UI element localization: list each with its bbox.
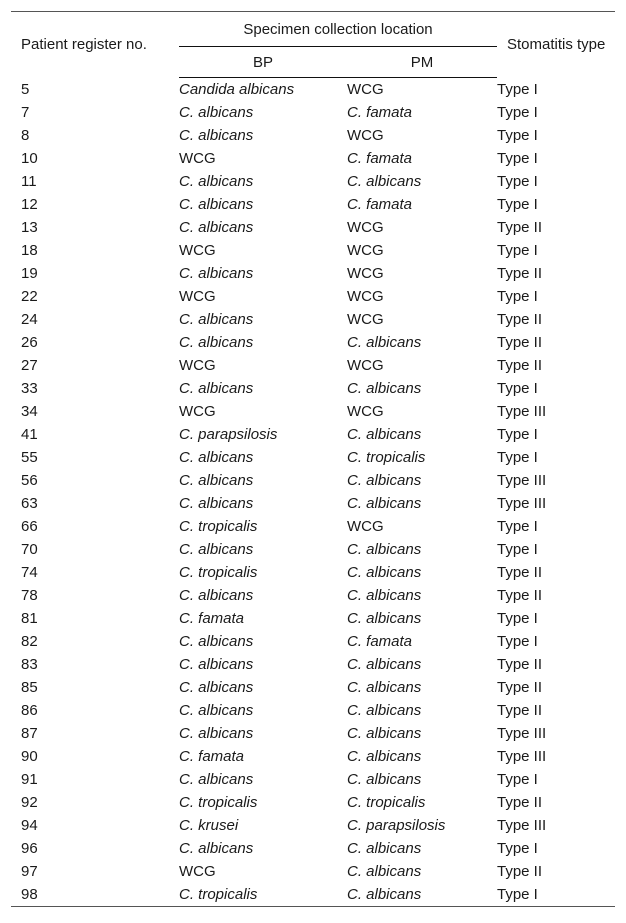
header-stomatitis-type: Stomatitis type xyxy=(507,36,606,54)
table-row xyxy=(11,377,615,400)
cell-patient-no: 97 xyxy=(21,863,38,880)
cell-stomatitis-type: Type III xyxy=(497,725,547,742)
cell-bp: C. tropicalis xyxy=(179,883,347,907)
table-row xyxy=(11,308,615,331)
table-row xyxy=(11,193,615,216)
cell-bp: C. famata xyxy=(179,610,245,627)
header-bp: BP xyxy=(179,47,347,78)
cell-patient-no: 82 xyxy=(21,633,38,650)
stomatitis-table xyxy=(11,11,615,907)
table-row xyxy=(11,285,615,308)
table-row xyxy=(11,883,615,907)
cell-stomatitis-type: Type I xyxy=(497,541,538,558)
cell-pm: WCG xyxy=(347,219,384,236)
cell-pm: WCG xyxy=(347,288,384,305)
table-row xyxy=(11,837,615,860)
cell-bp: C. albicans xyxy=(179,127,254,144)
cell-stomatitis-type: Type I xyxy=(497,288,538,305)
cell-stomatitis-type: Type I xyxy=(497,380,538,397)
cell-bp: C. albicans xyxy=(179,771,254,788)
table-row xyxy=(11,423,615,446)
cell-patient-no: 81 xyxy=(21,610,38,627)
cell-bp: WCG xyxy=(179,357,216,374)
cell-pm: C. parapsilosis xyxy=(347,817,446,834)
cell-patient-no: 22 xyxy=(21,288,38,305)
cell-pm: WCG xyxy=(347,242,384,259)
cell-pm: C. albicans xyxy=(347,334,422,351)
table-header xyxy=(11,12,615,78)
cell-bp: C. albicans xyxy=(179,380,254,397)
table-row xyxy=(11,653,615,676)
header-specimen-location xyxy=(179,12,497,47)
cell-patient-no: 92 xyxy=(21,794,38,811)
cell-bp: C. albicans xyxy=(179,495,254,512)
cell-patient-no: 33 xyxy=(21,380,38,397)
cell-pm: WCG xyxy=(347,81,384,98)
cell-patient-no: 26 xyxy=(21,334,38,351)
cell-stomatitis-type: Type I xyxy=(497,840,538,857)
table-row xyxy=(11,446,615,469)
cell-stomatitis-type: Type III xyxy=(497,495,547,512)
cell-patient-no: 96 xyxy=(21,840,38,857)
table-row xyxy=(11,745,615,768)
table-row xyxy=(11,630,615,653)
cell-patient-no: 10 xyxy=(21,150,38,167)
cell-patient-no: 86 xyxy=(21,702,38,719)
table-row xyxy=(11,515,615,538)
cell-patient-no: 66 xyxy=(21,518,38,535)
cell-pm: WCG xyxy=(347,127,384,144)
cell-stomatitis-type: Type I xyxy=(497,771,538,788)
table-row xyxy=(11,538,615,561)
cell-stomatitis-type: Type I xyxy=(497,196,538,213)
cell-stomatitis-type: Type I xyxy=(497,883,615,907)
cell-patient-no: 34 xyxy=(21,403,38,420)
cell-pm: C. famata xyxy=(347,633,413,650)
cell-stomatitis-type: Type II xyxy=(497,219,543,236)
cell-patient-no: 63 xyxy=(21,495,38,512)
table-row xyxy=(11,469,615,492)
cell-bp: WCG xyxy=(179,863,216,880)
table-row xyxy=(11,262,615,285)
table-row xyxy=(11,584,615,607)
cell-pm: C. albicans xyxy=(347,679,422,696)
cell-patient-no: 94 xyxy=(21,817,38,834)
cell-bp: C. albicans xyxy=(179,311,254,328)
cell-bp: WCG xyxy=(179,403,216,420)
table-row xyxy=(11,147,615,170)
cell-pm: WCG xyxy=(347,403,384,420)
cell-bp: C. albicans xyxy=(179,196,254,213)
cell-pm: C. albicans xyxy=(347,883,497,907)
header-specimen-location-label: Specimen collection location xyxy=(243,20,433,38)
header-patient-register: Patient register no. xyxy=(21,36,147,54)
cell-bp: C. albicans xyxy=(179,265,254,282)
cell-stomatitis-type: Type III xyxy=(497,472,547,489)
cell-pm: C. albicans xyxy=(347,771,422,788)
cell-patient-no: 55 xyxy=(21,449,38,466)
cell-pm: C. albicans xyxy=(347,472,422,489)
cell-stomatitis-type: Type I xyxy=(497,426,538,443)
cell-bp: C. albicans xyxy=(179,840,254,857)
cell-bp: C. albicans xyxy=(179,679,254,696)
table-row xyxy=(11,170,615,193)
cell-stomatitis-type: Type II xyxy=(497,679,543,696)
table-row xyxy=(11,561,615,584)
cell-stomatitis-type: Type II xyxy=(497,564,543,581)
cell-stomatitis-type: Type II xyxy=(497,656,543,673)
cell-bp: C. albicans xyxy=(179,104,254,121)
table-row xyxy=(11,354,615,377)
cell-bp: WCG xyxy=(179,150,216,167)
cell-pm: C. albicans xyxy=(347,748,422,765)
cell-pm: C. famata xyxy=(347,104,413,121)
cell-patient-no: 41 xyxy=(21,426,38,443)
cell-bp: WCG xyxy=(179,288,216,305)
cell-patient-no: 78 xyxy=(21,587,38,604)
table-row xyxy=(11,699,615,722)
cell-stomatitis-type: Type II xyxy=(497,863,543,880)
cell-stomatitis-type: Type II xyxy=(497,587,543,604)
cell-pm: C. albicans xyxy=(347,610,422,627)
header-row-1 xyxy=(11,12,615,47)
cell-stomatitis-type: Type III xyxy=(497,748,547,765)
cell-stomatitis-type: Type I xyxy=(497,150,538,167)
cell-patient-no: 56 xyxy=(21,472,38,489)
cell-pm: WCG xyxy=(347,518,384,535)
table-row xyxy=(11,101,615,124)
cell-bp: C. tropicalis xyxy=(179,794,258,811)
table-row xyxy=(11,722,615,745)
cell-pm: C. albicans xyxy=(347,426,422,443)
cell-stomatitis-type: Type I xyxy=(497,104,538,121)
cell-pm: WCG xyxy=(347,357,384,374)
table-row xyxy=(11,791,615,814)
cell-bp: C. albicans xyxy=(179,173,254,190)
cell-pm: WCG xyxy=(347,311,384,328)
cell-bp: WCG xyxy=(179,242,216,259)
cell-bp: C. albicans xyxy=(179,725,254,742)
table-row xyxy=(11,768,615,791)
cell-pm: C. albicans xyxy=(347,656,422,673)
cell-patient-no: 12 xyxy=(21,196,38,213)
cell-patient-no: 8 xyxy=(21,127,30,144)
table-row xyxy=(11,814,615,837)
cell-pm: C. albicans xyxy=(347,380,422,397)
table-row xyxy=(11,860,615,883)
cell-stomatitis-type: Type I xyxy=(497,127,538,144)
cell-pm: C. albicans xyxy=(347,495,422,512)
cell-bp: C. albicans xyxy=(179,334,254,351)
cell-bp: C. albicans xyxy=(179,702,254,719)
cell-patient-no: 27 xyxy=(21,357,38,374)
cell-stomatitis-type: Type I xyxy=(497,242,538,259)
table-row xyxy=(11,239,615,262)
cell-stomatitis-type: Type I xyxy=(497,610,538,627)
cell-stomatitis-type: Type II xyxy=(497,794,543,811)
cell-pm: C. albicans xyxy=(347,725,422,742)
table-body xyxy=(11,78,615,907)
cell-patient-no: 70 xyxy=(21,541,38,558)
cell-patient-no: 5 xyxy=(21,80,30,98)
cell-stomatitis-type: Type I xyxy=(497,518,538,535)
cell-bp: C. parapsilosis xyxy=(179,426,278,443)
cell-pm: C. albicans xyxy=(347,702,422,719)
cell-pm: C. albicans xyxy=(347,587,422,604)
cell-pm: C. albicans xyxy=(347,840,422,857)
cell-stomatitis-type: Type I xyxy=(497,449,538,466)
cell-stomatitis-type: Type I xyxy=(497,633,538,650)
cell-stomatitis-type: Type II xyxy=(497,357,543,374)
table-row xyxy=(11,492,615,515)
cell-pm: C. albicans xyxy=(347,863,422,880)
cell-patient-no: 98 xyxy=(11,883,179,907)
cell-bp: C. albicans xyxy=(179,472,254,489)
cell-patient-no: 18 xyxy=(21,242,38,259)
cell-pm: C. albicans xyxy=(347,564,422,581)
table-row xyxy=(11,78,615,102)
table-row xyxy=(11,676,615,699)
cell-bp: C. albicans xyxy=(179,449,254,466)
cell-bp: C. tropicalis xyxy=(179,518,258,535)
cell-pm: C. famata xyxy=(347,196,413,213)
cell-bp: C. albicans xyxy=(179,541,254,558)
table-row xyxy=(11,400,615,423)
cell-patient-no: 24 xyxy=(21,311,38,328)
cell-bp: C. albicans xyxy=(179,587,254,604)
cell-pm: C. tropicalis xyxy=(347,794,426,811)
cell-bp: C. famata xyxy=(179,748,245,765)
table-row xyxy=(11,607,615,630)
cell-bp: C. tropicalis xyxy=(179,564,258,581)
cell-bp: C. albicans xyxy=(179,656,254,673)
cell-pm: C. albicans xyxy=(347,173,422,190)
cell-patient-no: 90 xyxy=(21,748,38,765)
cell-patient-no: 7 xyxy=(21,104,30,121)
cell-patient-no: 13 xyxy=(21,219,38,236)
cell-pm: C. albicans xyxy=(347,541,422,558)
cell-patient-no: 83 xyxy=(21,656,38,673)
cell-bp: C. albicans xyxy=(179,633,254,650)
cell-patient-no: 19 xyxy=(21,265,38,282)
cell-stomatitis-type: Type III xyxy=(497,817,547,834)
cell-patient-no: 74 xyxy=(21,564,38,581)
cell-stomatitis-type: Type II xyxy=(497,334,543,351)
cell-stomatitis-type: Type II xyxy=(497,702,543,719)
cell-stomatitis-type: Type III xyxy=(497,403,547,420)
cell-pm: C. famata xyxy=(347,150,413,167)
cell-stomatitis-type: Type I xyxy=(497,80,538,98)
cell-patient-no: 87 xyxy=(21,725,38,742)
cell-stomatitis-type: Type II xyxy=(497,311,543,328)
table-row xyxy=(11,124,615,147)
cell-patient-no: 91 xyxy=(21,771,38,788)
cell-stomatitis-type: Type I xyxy=(497,173,538,190)
cell-bp: C. albicans xyxy=(179,219,254,236)
table-row xyxy=(11,216,615,239)
cell-pm: WCG xyxy=(347,265,384,282)
header-pm: PM xyxy=(347,47,497,78)
cell-bp: Candida albicans xyxy=(179,81,295,98)
cell-bp: C. krusei xyxy=(179,817,239,834)
table-row xyxy=(11,331,615,354)
cell-patient-no: 85 xyxy=(21,679,38,696)
cell-pm: C. tropicalis xyxy=(347,449,426,466)
cell-stomatitis-type: Type II xyxy=(497,265,543,282)
cell-patient-no: 11 xyxy=(21,173,37,190)
